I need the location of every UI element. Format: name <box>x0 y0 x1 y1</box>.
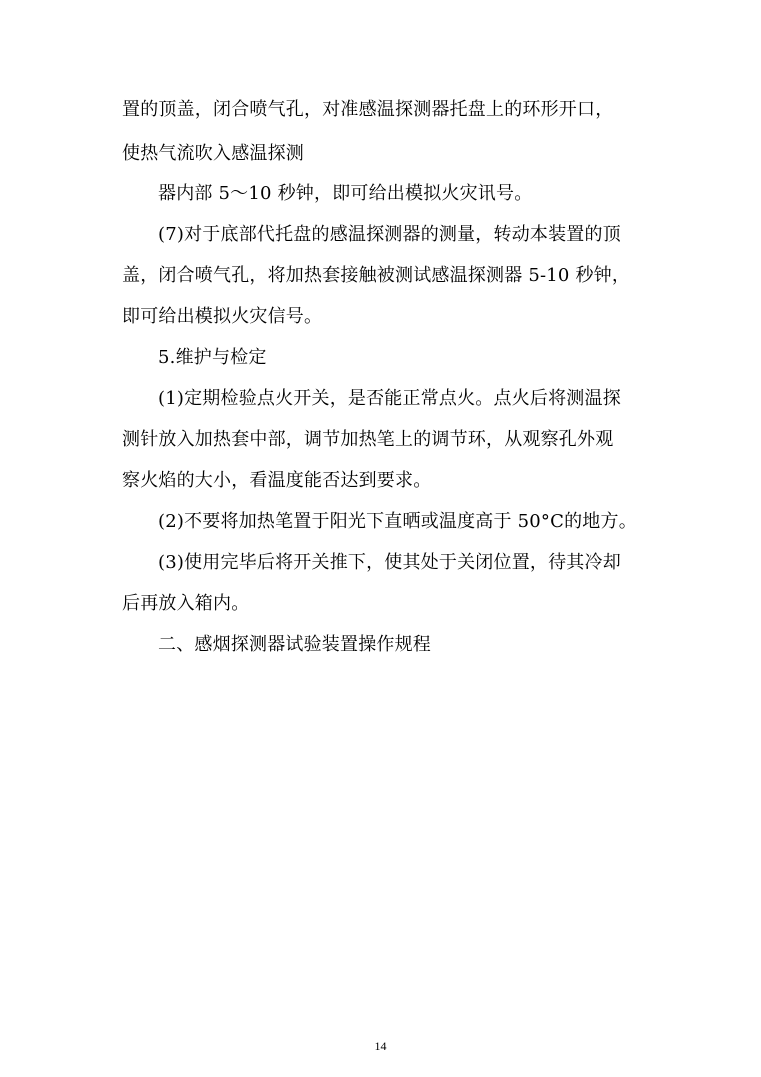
section-heading: 二、感烟探测器试验装置操作规程 <box>158 634 431 655</box>
text-line: (1)定期检验点火开关，是否能正常点火。点火后将测温探 <box>158 388 621 409</box>
text-line: 测针放入加热套中部，调节加热笔上的调节环，从观察孔外观 <box>122 429 614 450</box>
page-number: 14 <box>374 1039 387 1053</box>
text-line: (2)不要将加热笔置于阳光下直晒或温度高于 50°C的地方。 <box>158 511 637 532</box>
text-line: 察火焰的大小，看温度能否达到要求。 <box>122 470 432 491</box>
text-line: 后再放入箱内。 <box>122 593 250 614</box>
text-line: 使热气流吹入感温探测 <box>122 143 304 164</box>
text-line: (7)对于底部代托盘的感温探测器的测量，转动本装置的顶 <box>158 224 621 245</box>
section-heading: 5.维护与检定 <box>158 347 267 368</box>
text-line: 盖，闭合喷气孔，将加热套接触被测试感温探测器 5-10 秒钟， <box>122 265 631 286</box>
text-line: 置的顶盖，闭合喷气孔，对准感温探测器托盘上的环形开口， <box>122 99 614 120</box>
text-line: 器内部 5～10 秒钟，即可给出模拟火灾讯号。 <box>158 183 533 204</box>
text-line: (3)使用完毕后将开关推下，使其处于关闭位置，待其冷却 <box>158 552 621 573</box>
text-line: 即可给出模拟火灾信号。 <box>122 306 323 327</box>
